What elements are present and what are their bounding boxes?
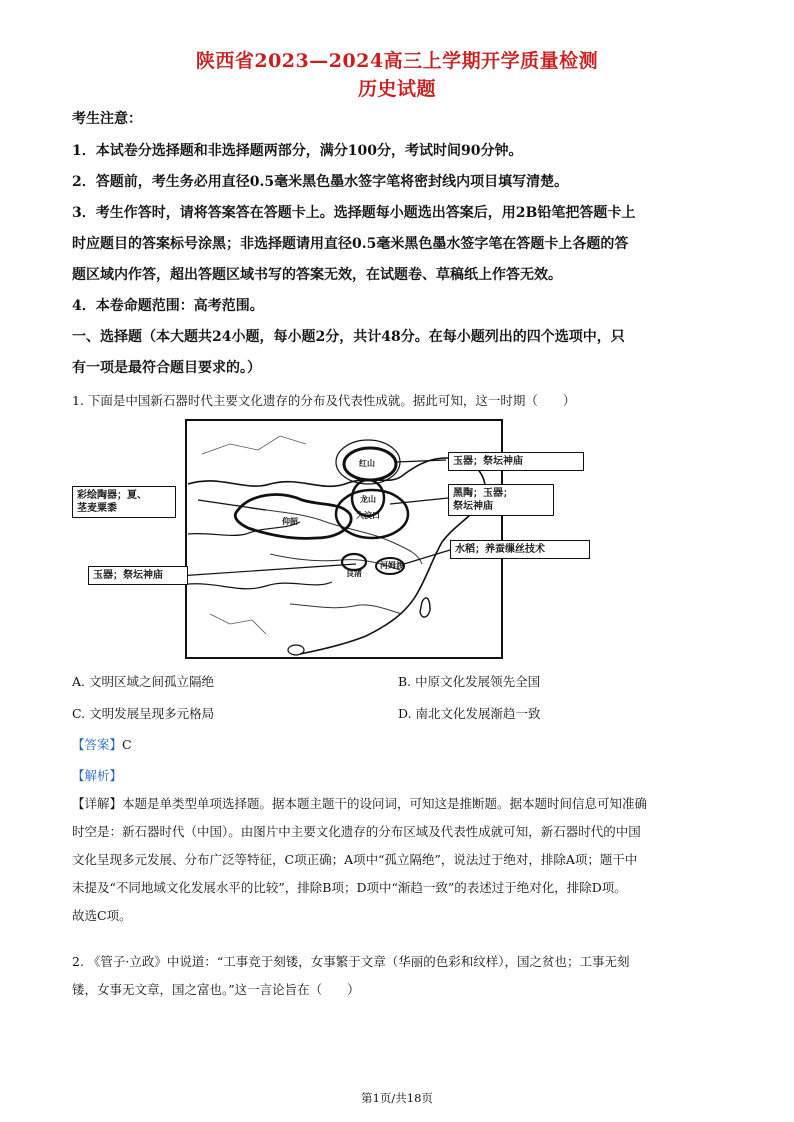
map-label-northwest: 彩绘陶器；夏、 茎麦粟黍 bbox=[72, 486, 176, 518]
answer-tag: 【答案】 bbox=[72, 737, 123, 752]
detail-line-2: 时空是：新石器时代（中国）。由图片中主要文化遗存的分布区域及代表性成就可知，新石器时代的中国 bbox=[72, 824, 641, 839]
site-hongshan: 红山 bbox=[359, 458, 375, 468]
exam-subtitle: 历史试题 bbox=[357, 78, 436, 100]
map-label-longshan: 黑陶；玉器； 祭坛神庙 bbox=[448, 484, 554, 516]
section-heading-cont: 有一项是最符合题目要求的。） bbox=[72, 360, 261, 376]
map-label-hemudu: 水稻；养蚕缫丝技术 bbox=[450, 540, 590, 559]
option-a: A. 文明区域之间孤立隔绝 bbox=[72, 674, 214, 689]
site-yangshao: 仰韶 bbox=[282, 516, 298, 526]
map-label-hongshan: 玉器；祭坛神庙 bbox=[448, 452, 584, 471]
neolithic-culture-map bbox=[70, 414, 590, 662]
site-liangzhu: 良渚 bbox=[346, 568, 362, 578]
detail-line-4: 未提及“不同地域文化发展水平的比较”，排除B项；D项中“渐趋一致”的表述过于绝对化，排除D项。 bbox=[72, 880, 627, 895]
exam-title: 陕西省2023—2024高三上学期开学质量检测 bbox=[195, 50, 599, 72]
question-2-line-2: 镂，女事无文章，国之富也。”这一言论旨在（ ） bbox=[72, 982, 360, 997]
site-dawenkou: 大汶口 bbox=[356, 510, 380, 520]
question-2-line-1: 2. 《管子·立政》中说道：“工事竞于刻镂，女事繁于文章（华丽的色彩和纹样），国之贫也；工事无刻 bbox=[72, 954, 630, 969]
detail-line-1: 【详解】本题是单类型单项选择题。据本题主题干的设问词，可知这是推断题。据本题时间信息可知准确 bbox=[72, 796, 648, 811]
notice-item-3: 3．考生作答时，请将答案答在答题卡上。选择题每小题选出答案后，用2B铅笔把答题卡上 bbox=[72, 205, 636, 221]
notice-item-3-cont2: 题区域内作答，超出答题区域书写的答案无效，在试题卷、草稿纸上作答无效。 bbox=[72, 267, 562, 283]
notice-item-4: 4．本卷命题范围：高考范围。 bbox=[72, 298, 264, 314]
section-heading: 一、选择题（本大题共24小题，每小题2分，共计48分。在每小题列出的四个选项中，只 bbox=[72, 329, 625, 345]
option-d: D. 南北文化发展渐趋一致 bbox=[398, 706, 541, 721]
notice-item-2: 2．答题前，考生务必用直径0.5毫米黑色墨水签字笔将密封线内项目填写清楚。 bbox=[72, 174, 569, 190]
site-longshan: 龙山 bbox=[360, 494, 376, 504]
option-b: B. 中原文化发展领先全国 bbox=[398, 674, 541, 689]
detail-line-5: 故选C项。 bbox=[72, 908, 132, 923]
detail-line-3: 文化呈现多元发展、分布广泛等特征，C项正确；A项中“孤立隔绝”，说法过于绝对，排除A项；题干中 bbox=[72, 852, 638, 867]
page-number: 第1页/共18页 bbox=[361, 1091, 433, 1105]
analysis-tag: 【解析】 bbox=[72, 768, 123, 783]
notice-heading: 考生注意： bbox=[72, 111, 142, 127]
question-1-stem: 1. 下面是中国新石器时代主要文化遗存的分布及代表性成就。据此可知，这一时期（ ） bbox=[72, 393, 576, 408]
site-hemudu: 河姆渡 bbox=[380, 560, 404, 570]
option-c: C. 文明发展呈现多元格局 bbox=[72, 706, 215, 721]
answer-value: C bbox=[122, 737, 132, 752]
detail-paragraph bbox=[72, 790, 722, 930]
notice-item-3-cont: 时应题目的答案标号涂黑；非选择题请用直径0.5毫米黑色墨水签字笔在答题卡上各题的答 bbox=[72, 236, 629, 252]
notice-item-1: 1．本试卷分选择题和非选择题两部分，满分100分，考试时间90分钟。 bbox=[72, 143, 523, 159]
question-2-stem bbox=[72, 948, 722, 1004]
map-label-southwest: 玉器；祭坛神庙 bbox=[88, 566, 188, 585]
answer-line bbox=[72, 735, 132, 753]
